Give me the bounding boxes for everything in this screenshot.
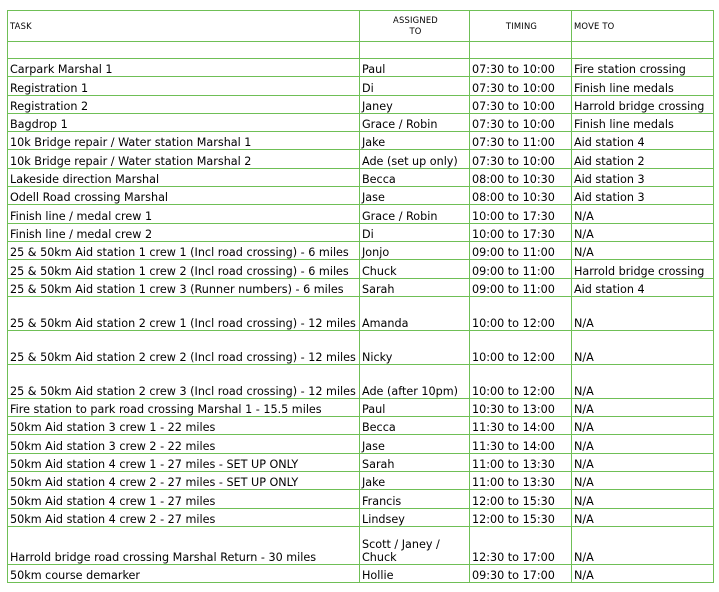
task-cell[interactable]: Registration 2 [8, 95, 360, 113]
timing-cell[interactable]: 07:30 to 10:00 [470, 113, 572, 131]
assigned-cell[interactable]: Ade (set up only) [360, 150, 470, 168]
header-assigned-to[interactable]: ASSIGNED TO [360, 11, 470, 42]
table-row [8, 296, 714, 330]
task-cell[interactable]: Bagdrop 1 [8, 113, 360, 131]
assigned-cell[interactable]: Francis [360, 490, 470, 508]
task-cell[interactable]: Finish line / medal crew 2 [8, 223, 360, 241]
move-to-cell[interactable]: N/A [572, 453, 714, 471]
assigned-cell[interactable]: Becca [360, 417, 470, 435]
move-to-cell[interactable]: Finish line medals [572, 113, 714, 131]
task-cell[interactable]: 50km Aid station 4 crew 2 - 27 miles - SET UP ONLY [8, 472, 360, 490]
table-row [8, 168, 714, 186]
move-to-cell[interactable]: N/A [572, 417, 714, 435]
timing-cell[interactable]: 11:30 to 14:00 [470, 417, 572, 435]
move-to-cell[interactable]: Aid station 4 [572, 132, 714, 150]
task-cell[interactable]: 25 & 50km Aid station 2 crew 2 (Incl road crossing) - 12 miles [8, 330, 360, 364]
timing-cell[interactable]: 07:30 to 10:00 [470, 150, 572, 168]
timing-cell[interactable]: 07:30 to 10:00 [470, 77, 572, 95]
timing-cell[interactable]: 11:00 to 13:30 [470, 453, 572, 471]
task-cell[interactable]: 10k Bridge repair / Water station Marshal 2 [8, 150, 360, 168]
table-row [8, 490, 714, 508]
timing-cell[interactable]: 08:00 to 10:30 [470, 187, 572, 205]
table-row [8, 453, 714, 471]
timing-cell[interactable]: 09:00 to 11:00 [470, 278, 572, 296]
move-to-cell[interactable]: N/A [572, 330, 714, 364]
task-cell[interactable]: 25 & 50km Aid station 2 crew 1 (Incl road crossing) - 12 miles [8, 296, 360, 330]
task-cell[interactable]: Registration 1 [8, 77, 360, 95]
table-row [8, 260, 714, 278]
timing-cell[interactable]: 10:00 to 12:00 [470, 364, 572, 398]
move-to-cell[interactable]: N/A [572, 472, 714, 490]
table-row [8, 113, 714, 131]
assigned-cell[interactable]: Jake [360, 132, 470, 150]
move-to-cell[interactable]: Fire station crossing [572, 59, 714, 77]
move-to-cell[interactable]: N/A [572, 526, 714, 564]
table-row [8, 330, 714, 364]
assigned-cell[interactable]: Ade (after 10pm) [360, 364, 470, 398]
timing-cell[interactable]: 10:00 to 12:00 [470, 296, 572, 330]
task-cell[interactable]: 50km Aid station 4 crew 1 - 27 miles [8, 490, 360, 508]
assigned-cell[interactable]: Jase [360, 187, 470, 205]
table-row [8, 435, 714, 453]
table-row [8, 472, 714, 490]
move-to-cell[interactable]: N/A [572, 508, 714, 526]
timing-cell[interactable]: 09:00 to 11:00 [470, 241, 572, 259]
timing-cell[interactable]: 10:00 to 17:30 [470, 205, 572, 223]
task-cell[interactable]: 10k Bridge repair / Water station Marshal 1 [8, 132, 360, 150]
assigned-cell[interactable]: Jake [360, 472, 470, 490]
task-cell[interactable]: 50km Aid station 4 crew 1 - 27 miles - SET UP ONLY [8, 453, 360, 471]
table-row [8, 77, 714, 95]
timing-cell[interactable]: 07:30 to 10:00 [470, 95, 572, 113]
move-to-cell[interactable]: N/A [572, 205, 714, 223]
assigned-cell[interactable]: Nicky [360, 330, 470, 364]
table-cell[interactable] [572, 42, 714, 59]
table-row [8, 398, 714, 416]
task-cell[interactable]: 25 & 50km Aid station 1 crew 2 (Incl road crossing) - 6 miles [8, 260, 360, 278]
assigned-cell[interactable]: Grace / Robin [360, 113, 470, 131]
assigned-cell[interactable]: Jonjo [360, 241, 470, 259]
move-to-cell[interactable]: N/A [572, 296, 714, 330]
table-row [8, 132, 714, 150]
move-to-cell[interactable]: N/A [572, 398, 714, 416]
assigned-cell[interactable]: Grace / Robin [360, 205, 470, 223]
assigned-cell[interactable]: Di [360, 77, 470, 95]
move-to-cell[interactable]: Aid station 4 [572, 278, 714, 296]
move-to-cell[interactable]: N/A [572, 564, 714, 582]
move-to-cell[interactable]: N/A [572, 241, 714, 259]
timing-cell[interactable]: 12:30 to 17:00 [470, 526, 572, 564]
timing-cell[interactable]: 12:00 to 15:30 [470, 508, 572, 526]
move-to-cell[interactable]: N/A [572, 364, 714, 398]
move-to-cell[interactable]: N/A [572, 223, 714, 241]
timing-cell[interactable]: 10:00 to 12:00 [470, 330, 572, 364]
move-to-cell[interactable]: N/A [572, 435, 714, 453]
timing-cell[interactable]: 12:00 to 15:30 [470, 490, 572, 508]
header-row [8, 11, 714, 42]
assigned-cell[interactable]: Sarah [360, 453, 470, 471]
task-cell[interactable]: Odell Road crossing Marshal [8, 187, 360, 205]
header-task[interactable]: TASK [8, 11, 360, 42]
task-cell[interactable]: 50km Aid station 3 crew 2 - 22 miles [8, 435, 360, 453]
blank-row [8, 42, 714, 59]
assigned-cell[interactable]: Chuck [360, 260, 470, 278]
assigned-cell[interactable]: Paul [360, 59, 470, 77]
assigned-cell[interactable]: Paul [360, 398, 470, 416]
table-cell[interactable] [470, 42, 572, 59]
move-to-cell[interactable]: N/A [572, 490, 714, 508]
timing-cell[interactable]: 09:30 to 17:00 [470, 564, 572, 582]
assigned-cell[interactable]: Lindsey [360, 508, 470, 526]
move-to-cell[interactable]: Aid station 3 [572, 187, 714, 205]
timing-cell[interactable]: 11:30 to 14:00 [470, 435, 572, 453]
assigned-cell[interactable]: Scott / Janey / Chuck [360, 526, 470, 564]
task-schedule-table [7, 10, 714, 583]
table-row [8, 223, 714, 241]
table-row [8, 187, 714, 205]
task-cell[interactable]: Harrold bridge road crossing Marshal Return - 30 miles [8, 526, 360, 564]
table-row [8, 150, 714, 168]
task-cell[interactable]: 25 & 50km Aid station 2 crew 3 (Incl road crossing) - 12 miles [8, 364, 360, 398]
assigned-cell[interactable]: Hollie [360, 564, 470, 582]
task-cell[interactable]: 50km Aid station 3 crew 1 - 22 miles [8, 417, 360, 435]
move-to-cell[interactable]: Harrold bridge crossing [572, 260, 714, 278]
move-to-cell[interactable]: Harrold bridge crossing [572, 95, 714, 113]
task-cell[interactable]: Fire station to park road crossing Marshal 1 - 15.5 miles [8, 398, 360, 416]
assigned-cell[interactable]: Di [360, 223, 470, 241]
table-row [8, 508, 714, 526]
timing-cell[interactable]: 09:00 to 11:00 [470, 260, 572, 278]
table-row [8, 417, 714, 435]
task-cell[interactable]: 50km Aid station 4 crew 2 - 27 miles [8, 508, 360, 526]
table-row [8, 205, 714, 223]
timing-cell[interactable]: 08:00 to 10:30 [470, 168, 572, 186]
table-cell[interactable] [360, 42, 470, 59]
table-row [8, 364, 714, 398]
table-cell[interactable] [8, 42, 360, 59]
header-move-to[interactable]: MOVE TO [572, 11, 714, 42]
timing-cell[interactable]: 07:30 to 11:00 [470, 132, 572, 150]
task-cell[interactable]: Lakeside direction Marshal [8, 168, 360, 186]
move-to-cell[interactable]: Finish line medals [572, 77, 714, 95]
assigned-cell[interactable]: Amanda [360, 296, 470, 330]
table-row [8, 526, 714, 564]
table-row [8, 241, 714, 259]
table-row [8, 278, 714, 296]
assigned-cell[interactable]: Jase [360, 435, 470, 453]
timing-cell[interactable]: 10:00 to 17:30 [470, 223, 572, 241]
assigned-cell[interactable]: Sarah [360, 278, 470, 296]
move-to-cell[interactable]: Aid station 3 [572, 168, 714, 186]
table-row [8, 564, 714, 582]
task-cell[interactable]: Carpark Marshal 1 [8, 59, 360, 77]
assigned-cell[interactable]: Janey [360, 95, 470, 113]
table-row [8, 95, 714, 113]
table-row [8, 59, 714, 77]
task-cell[interactable]: 25 & 50km Aid station 1 crew 3 (Runner numbers) - 6 miles [8, 278, 360, 296]
task-cell[interactable]: Finish line / medal crew 1 [8, 205, 360, 223]
assigned-cell[interactable]: Becca [360, 168, 470, 186]
timing-cell[interactable]: 10:30 to 13:00 [470, 398, 572, 416]
timing-cell[interactable]: 11:00 to 13:30 [470, 472, 572, 490]
move-to-cell[interactable]: Aid station 2 [572, 150, 714, 168]
header-timing[interactable]: TIMING [470, 11, 572, 42]
task-cell[interactable]: 50km course demarker [8, 564, 360, 582]
timing-cell[interactable]: 07:30 to 10:00 [470, 59, 572, 77]
task-cell[interactable]: 25 & 50km Aid station 1 crew 1 (Incl road crossing) - 6 miles [8, 241, 360, 259]
